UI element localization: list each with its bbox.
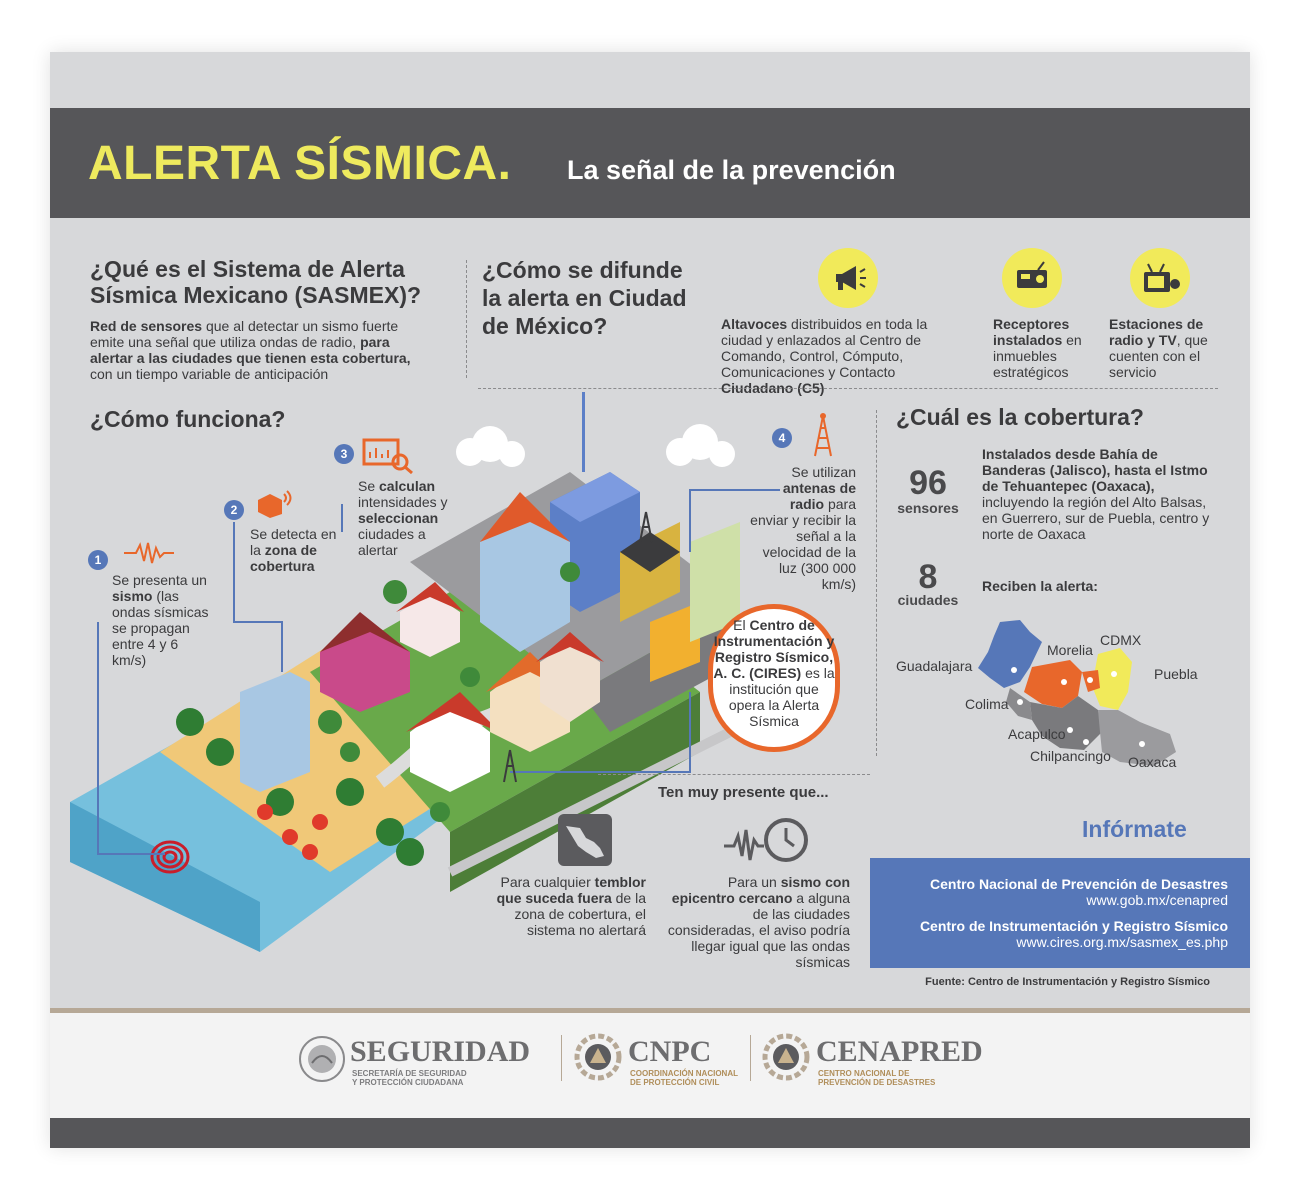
step-4-badge: 4 xyxy=(772,428,792,448)
footer-logos xyxy=(50,1008,1250,1118)
ten-presente-heading: Ten muy presente que... xyxy=(658,784,829,801)
item1-post: de la zona de cobertura, el sistema no alertará xyxy=(514,890,646,938)
cities-label: ciudades xyxy=(897,592,959,608)
sensors-bold: Instalados desde Bahía de Banderas (Jalisco), hasta el Istmo de Tehuantepec (Oaxaca), xyxy=(982,446,1208,494)
que-es-bold-2: para alertar a las ciudades que tienen esta cobertura, xyxy=(90,334,411,366)
sensors-body: incluyendo la región del Alto Balsas, en Guerrero, sur de Puebla, centro y norte de Oaxaca xyxy=(982,494,1210,542)
seguridad-logo-text: SEGURIDAD xyxy=(350,1035,531,1068)
page-title: ALERTA SÍSMICA. xyxy=(88,137,512,190)
altavoces-text xyxy=(721,316,971,396)
seismic-clock-icon xyxy=(724,812,814,873)
city-label-morelia: Morelia xyxy=(1047,642,1093,658)
step-1-post: (las ondas sísmicas se propagan entre 4 y 6 km/s) xyxy=(112,588,209,668)
step-3-text xyxy=(358,478,454,558)
item1-pre: Para cualquier xyxy=(500,874,595,890)
cenapred-emblem-icon xyxy=(762,1033,810,1086)
page-subtitle: La señal de la prevención xyxy=(567,155,896,185)
step-3-badge: 3 xyxy=(334,444,354,464)
radio-tower-icon xyxy=(810,412,836,463)
cobertura-heading: ¿Cuál es la cobertura? xyxy=(896,404,1144,430)
que-es-heading: ¿Qué es el Sistema de Alerta Sísmica Mexicano (SASMEX)? xyxy=(90,256,422,309)
step-1-pre: Se presenta un xyxy=(112,572,207,588)
step-4-post: para enviar y recibir la señal a la velocidad de la luz (300 000 km/s) xyxy=(750,496,856,592)
que-es-bold-1: Red de sensores xyxy=(90,318,203,334)
cnpc-sub-1: COORDINACIÓN NACIONAL xyxy=(630,1069,738,1078)
step-3-post: ciudades a alertar xyxy=(358,526,426,558)
estaciones-text xyxy=(1109,316,1213,380)
cires-post: es la institución que opera la Alerta Sísmica xyxy=(728,665,835,729)
item2-pre: Para un xyxy=(727,874,781,890)
step-1-bold: sismo xyxy=(112,588,153,604)
step-1-badge: 1 xyxy=(88,550,108,570)
sismo-cercano-text xyxy=(662,874,850,970)
footer-divider-1 xyxy=(561,1035,562,1081)
que-es-body xyxy=(90,318,435,382)
sensors-label: sensores xyxy=(897,500,959,516)
seguridad-logo-sub xyxy=(352,1069,467,1087)
cities-heading: Reciben la alerta: xyxy=(982,578,1098,594)
informate-heading: Infórmate xyxy=(1082,816,1187,842)
megaphone-icon xyxy=(818,248,878,308)
step-4-bold: antenas de radio xyxy=(782,480,856,512)
difunde-heading: ¿Cómo se difunde la alerta en Ciudad de México? xyxy=(482,257,687,339)
step-3-mid: intensidades y xyxy=(358,494,448,510)
item2-bold: sismo con epicentro cercano xyxy=(671,874,850,906)
step-3-bold: calculan xyxy=(379,478,436,494)
seguridad-sub-1: SECRETARÍA DE SEGURIDAD xyxy=(352,1069,467,1078)
cenapred-logo-text: CENAPRED xyxy=(816,1035,983,1068)
city-label-cdmx: CDMX xyxy=(1100,632,1142,648)
altavoces-bold-2: Ciudadano (C5) xyxy=(721,380,825,396)
step-3-pre: Se xyxy=(358,478,380,494)
cenapred-sub-2: PREVENCIÓN DE DESASTRES xyxy=(818,1078,936,1087)
cires-url-link[interactable]: www.cires.org.mx/sasmex_es.php xyxy=(1016,934,1228,950)
city-label-colima: Colima xyxy=(965,696,1009,712)
header-banner xyxy=(50,108,1250,218)
divider-vertical-2 xyxy=(876,410,877,756)
informate-box xyxy=(870,858,1250,968)
footer-bottom-bar xyxy=(50,1118,1250,1148)
item2-post: a alguna de las ciudades consideradas, el aviso podría llegar igual que las ondas sísmicas xyxy=(667,890,850,970)
city-label-acapulco: Acapulco xyxy=(1008,726,1066,742)
que-es-text-1: que al detectar un sismo fuerte emite una señal que utiliza ondas de radio, xyxy=(90,318,399,350)
altavoces-body: distribuidos en toda la ciudad y enlazados al Centro de Comando, Control, Cómputo, Comunicaciones y Contacto xyxy=(721,316,928,380)
divider-vertical-1 xyxy=(466,260,467,378)
temblor-fuera-text xyxy=(496,874,646,938)
como-funciona-heading: ¿Cómo funciona? xyxy=(90,406,286,432)
source-note: Fuente: Centro de Instrumentación y Registro Sísmico xyxy=(925,976,1210,988)
step-2-badge: 2 xyxy=(224,500,244,520)
cires-bold: Centro de Instrumentación y Registro Sísmico, A. C. (CIRES) xyxy=(713,617,835,681)
cities-count: 8 xyxy=(918,558,938,596)
cenapred-sub-1: CENTRO NACIONAL DE xyxy=(818,1069,910,1078)
radio-receiver-icon xyxy=(1002,248,1062,308)
cnpc-logo-text: CNPC xyxy=(628,1035,712,1068)
cnpc-logo-sub xyxy=(630,1069,738,1087)
analysis-monitor-icon xyxy=(362,438,414,479)
step-2-text xyxy=(250,526,346,574)
cnpc-emblem-icon xyxy=(574,1033,622,1086)
cires-pre: El xyxy=(733,617,750,633)
divider-horizontal-2 xyxy=(598,774,870,775)
cenapred-org-name: Centro Nacional de Prevención de Desastres xyxy=(930,876,1228,892)
city-label-puebla: Puebla xyxy=(1154,666,1198,682)
que-es-text-2: con un tiempo variable de anticipación xyxy=(90,366,329,382)
estaciones-bold: Estaciones de radio y TV xyxy=(1109,316,1204,348)
city-label-chilpancingo: Chilpancingo xyxy=(1030,748,1111,764)
receptores-text xyxy=(993,316,1083,380)
step-4-text xyxy=(750,464,856,592)
cnpc-sub-2: DE PROTECCIÓN CIVIL xyxy=(630,1078,720,1087)
city-label-oaxaca: Oaxaca xyxy=(1128,754,1177,770)
item1-bold: temblor que suceda fuera xyxy=(496,874,646,906)
tv-icon xyxy=(1130,248,1190,308)
divider-horizontal-1 xyxy=(478,388,1218,389)
estaciones-body: , que cuenten con el servicio xyxy=(1109,332,1208,380)
cires-org-name: Centro de Instrumentación y Registro Sísmico xyxy=(919,918,1228,934)
receptores-bold: Receptores instalados xyxy=(993,316,1070,348)
footer-divider-2 xyxy=(750,1035,751,1081)
city-label-guadalajara: Guadalajara xyxy=(896,658,973,674)
step-2-pre: Se detecta en la xyxy=(250,526,337,558)
seguridad-sub-2: Y PROTECCIÓN CIUDADANA xyxy=(352,1078,464,1087)
step-3-bold-2: seleccionan xyxy=(358,510,439,526)
step-2-bold: zona de cobertura xyxy=(250,542,317,574)
cenapred-logo-sub xyxy=(818,1069,935,1087)
sensor-box-icon xyxy=(254,488,294,523)
cires-callout xyxy=(708,604,840,752)
mexico-map-icon xyxy=(556,812,614,873)
cenapred-url-link[interactable]: www.gob.mx/cenapred xyxy=(1086,892,1228,908)
sensors-description xyxy=(982,446,1218,542)
seismic-wave-icon xyxy=(124,542,174,569)
altavoces-bold: Altavoces xyxy=(721,316,788,332)
mexico-seal-icon xyxy=(298,1035,346,1088)
infographic-frame xyxy=(50,52,1250,1148)
receptores-body: en inmuebles estratégicos xyxy=(993,332,1082,380)
sensors-count: 96 xyxy=(909,464,947,502)
step-4-pre: Se utilizan xyxy=(791,464,856,480)
step-1-text xyxy=(112,572,212,668)
